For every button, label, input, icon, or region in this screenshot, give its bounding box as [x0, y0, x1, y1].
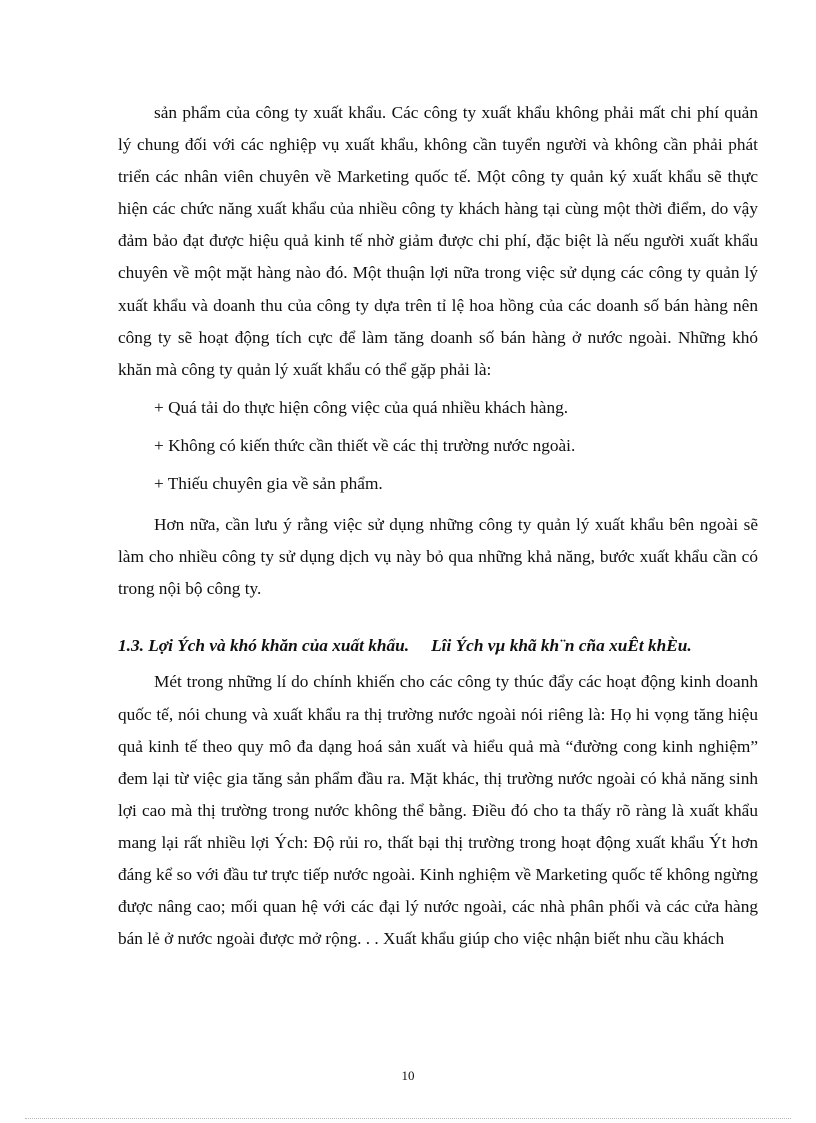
paragraph-additional-note: Hơn nữa, cần lưu ý rằng việc sử dụng những công ty quản lý xuất khẩu bên ngoài sẽ làm cho nhiều công ty sử dụng dịch vụ này bỏ qua những khả năng, bước xuất khẩu cần có trong nội bộ công ty. — [118, 515, 758, 599]
section-heading — [118, 630, 758, 662]
list-item: + Không có kiến thức cần thiết về các thị trường nước ngoài. — [154, 435, 576, 455]
paragraph-export-management-companies: sản phẩm của công ty xuất khẩu. Các công ty xuất khẩu không phải mất chi phí quản lý chung đối với các nghiệp vụ xuất khẩu, không cần tuyển người và không cần phải phát triển các nhân viên chuyên về Marketing quốc tế. Một công ty quản ký xuất khẩu sẽ thực hiện các chức năng xuất khẩu của nhiều công ty khách hàng tại cùng một thời điểm, do vậy đảm bảo đạt được hiệu quả kinh tế nhờ giảm được chi phí, đặc biệt là nếu người xuất khẩu chuyên về một mặt hàng nào đó. Một thuận lợi nữa trong việc sử dụng các công ty quản lý xuất khẩu và doanh thu của công ty dựa trên tỉ lệ hoa hồng của các doanh số bán hàng nên công ty sẽ hoạt động tích cực để làm tăng doanh số bán hàng ở nước ngoài. Những khó khăn mà công ty quản lý xuất khẩu có thể gặp phải là: — [118, 103, 758, 379]
list-item: + Quá tải do thực hiện công việc của quá nhiều khách hàng. — [154, 397, 569, 417]
section-heading-title: 1.3. Lợi Ých và khó khăn của xuất khẩu. — [118, 636, 410, 656]
footer-divider — [25, 1118, 791, 1119]
page-body — [118, 97, 758, 955]
page-number: 10 — [401, 1068, 415, 1083]
paragraph-export-benefits: Mét trong những lí do chính khiến cho các công ty thúc đẩy các hoạt động kinh doanh quốc tế, nói chung và xuất khẩu ra thị trường nước ngoài nói riêng là: Họ hi vọng tăng hiệu quả kinh tế theo quy mô đa dạng hoá sản xuất và hiểu quả mà “đường cong kinh nghiệm” đem lại từ việc gia tăng sản phẩm đầu ra. Mặt khác, thị trường nước ngoài có khả năng sinh lợi cao mà thị trường trong nước không thể bằng. Điều đó cho ta thấy rõ ràng là xuất khẩu mang lại rất nhiều lợi Ých: Độ rủi ro, thất bại thị trường trong hoạt động xuất khẩu Ýt hơn đáng kể so với đầu tư trực tiếp nước ngoài. Kinh nghiệm về Marketing quốc tế không ngừng được nâng cao; mối quan hệ với các đại lý nước ngoài, các nhà phân phối và các cửa hàng bán lẻ ở nước ngoài được mở rộng. . . Xuất khẩu giúp cho việc nhận biết nhu cầu khách — [118, 672, 758, 949]
list-item: + Thiếu chuyên gia về sản phẩm. — [154, 474, 383, 494]
section-heading-garbled-duplicate: Lîi Ých vµ khã kh¨n cña xuÊt khÈu. — [431, 636, 692, 656]
